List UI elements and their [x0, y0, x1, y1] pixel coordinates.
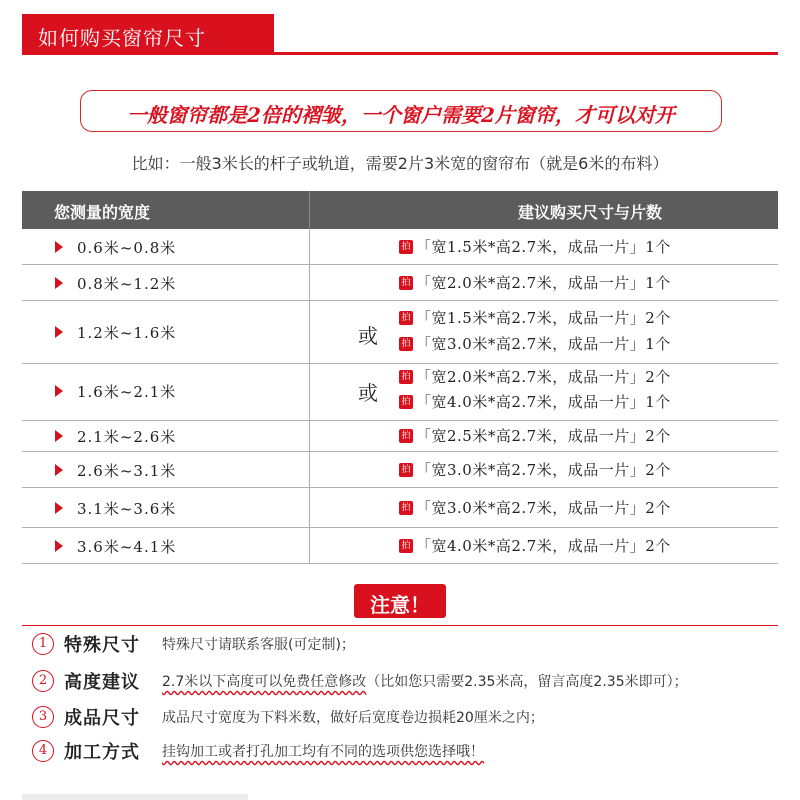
note-body-highlight: 2.7米以下高度可以免费任意修改 [162, 674, 367, 690]
table-row [22, 229, 778, 265]
table-row [22, 364, 778, 421]
width-range: 3.1米~3.6米 [77, 500, 177, 518]
note-item [22, 631, 792, 661]
purchase-option [399, 459, 671, 481]
number-circle-icon: 4 [32, 740, 54, 762]
notice-label: 注意！ [370, 593, 430, 617]
number-circle-icon: 2 [32, 670, 54, 692]
slogan-text: 一般窗帘都是2倍的褶皱，一个窗户需要2片窗帘，才可以对开 [127, 103, 675, 127]
table-header [22, 191, 778, 229]
arrow-right-icon [55, 502, 63, 514]
arrow-right-icon [55, 385, 63, 397]
header-banner [22, 14, 274, 54]
pai-icon: 拍 [399, 501, 413, 515]
number-circle-icon: 1 [32, 633, 54, 655]
note-title: 高度建议 [64, 672, 140, 693]
slogan-box [80, 90, 722, 132]
column-header-suggestion: 建议购买尺寸与片数 [517, 203, 662, 222]
pai-icon: 拍 [399, 311, 413, 325]
option-text: 「宽4.0米*高2.7米，成品一片」1个 [416, 393, 671, 411]
pai-icon: 拍 [399, 370, 413, 384]
option-text: 「宽2.0米*高2.7米，成品一片」2个 [416, 368, 671, 386]
arrow-right-icon [55, 326, 63, 338]
width-range: 1.2米~1.6米 [77, 324, 177, 342]
pai-icon: 拍 [399, 429, 413, 443]
purchase-option [399, 535, 671, 557]
column-divider [309, 488, 310, 527]
width-range: 0.8米~1.2米 [77, 275, 177, 293]
header-divider [22, 52, 778, 55]
option-text: 「宽3.0米*高2.7米，成品一片」2个 [416, 461, 671, 479]
or-label: 或 [358, 324, 378, 348]
note-body [162, 671, 688, 691]
note-title: 成品尺寸 [64, 708, 140, 729]
option-text: 「宽2.5米*高2.7米，成品一片」2个 [416, 427, 671, 445]
column-divider [309, 528, 310, 563]
pai-icon: 拍 [399, 276, 413, 290]
page-title: 如何购买窗帘尺寸 [38, 26, 206, 50]
column-divider [309, 452, 310, 487]
column-divider [309, 229, 310, 264]
table-row [22, 488, 778, 528]
note-body: 特殊尺寸请联系客服(可定制)； [162, 637, 355, 653]
pai-icon: 拍 [399, 337, 413, 351]
pai-icon: 拍 [399, 463, 413, 477]
width-range: 3.6米~4.1米 [77, 538, 177, 556]
purchase-option [399, 272, 671, 294]
bottom-divider [22, 794, 248, 800]
width-range: 2.6米~3.1米 [77, 462, 177, 480]
note-title: 加工方式 [64, 742, 140, 763]
width-range: 2.1米~2.6米 [77, 428, 177, 446]
pai-icon: 拍 [399, 539, 413, 553]
table-row [22, 301, 778, 364]
note-body: 挂钩加工或者打孔加工均有不同的选项供您选择哦！ [162, 744, 484, 760]
note-body: 成品尺寸宽度为下料米数，做好后宽度卷边损耗20厘米之内； [162, 710, 544, 726]
note-item [22, 668, 792, 698]
note-body-rest: （比如您只需要2.35米高，留言高度2.35米即可）； [366, 674, 688, 690]
column-divider [309, 421, 310, 451]
arrow-right-icon [55, 430, 63, 442]
option-text: 「宽1.5米*高2.7米，成品一片」1个 [416, 238, 671, 256]
purchase-option [399, 391, 671, 413]
notice-badge [354, 584, 446, 618]
column-divider [309, 301, 310, 363]
pai-icon: 拍 [399, 395, 413, 409]
column-divider [309, 191, 310, 229]
width-range: 1.6米~2.1米 [77, 383, 177, 401]
notice-divider [22, 625, 778, 626]
table-row [22, 452, 778, 488]
arrow-right-icon [55, 464, 63, 476]
or-label: 或 [358, 381, 378, 405]
arrow-right-icon [55, 540, 63, 552]
table-row [22, 421, 778, 452]
width-range: 0.6米~0.8米 [77, 239, 177, 257]
note-item [22, 738, 792, 768]
option-text: 「宽4.0米*高2.7米，成品一片」2个 [416, 537, 671, 555]
purchase-option [399, 425, 671, 447]
arrow-right-icon [55, 277, 63, 289]
note-item [22, 704, 792, 734]
column-divider [309, 364, 310, 420]
number-circle-icon: 3 [32, 706, 54, 728]
table-row [22, 265, 778, 301]
option-text: 「宽1.5米*高2.7米，成品一片」2个 [416, 309, 671, 327]
purchase-option [399, 307, 671, 329]
purchase-option [399, 236, 671, 258]
purchase-option [399, 333, 671, 355]
option-text: 「宽3.0米*高2.7米，成品一片」1个 [416, 335, 671, 353]
table-row [22, 528, 778, 564]
arrow-right-icon [55, 241, 63, 253]
option-text: 「宽2.0米*高2.7米，成品一片」1个 [416, 274, 671, 292]
option-text: 「宽3.0米*高2.7米，成品一片」2个 [416, 499, 671, 517]
pai-icon: 拍 [399, 240, 413, 254]
note-title: 特殊尺寸 [64, 635, 140, 656]
column-divider [309, 265, 310, 300]
purchase-option [399, 366, 671, 388]
example-text: 比如：一般3米长的杆子或轨道，需要2片3米宽的窗帘布（就是6米的布料） [131, 154, 669, 173]
purchase-option [399, 497, 671, 519]
column-header-width: 您测量的宽度 [54, 203, 151, 222]
